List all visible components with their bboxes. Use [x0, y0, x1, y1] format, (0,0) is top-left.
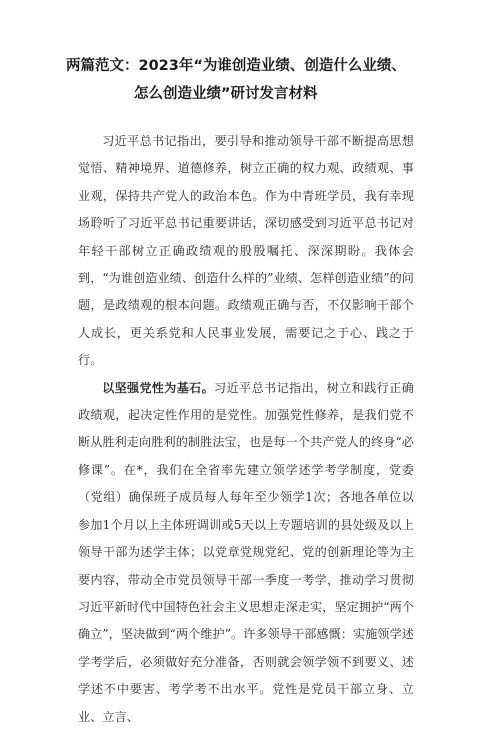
document-title [66, 52, 426, 108]
document-title-line-2: 怎么创造业绩”研讨发言材料 [134, 86, 318, 102]
document-body [78, 128, 414, 731]
document-title-line-1: 两篇范文：2023年“为谁创造业绩、创造什么业绩、 [66, 58, 406, 74]
body-paragraph-1: 习近平总书记指出，要引导和推动领导干部不断提高思想觉悟、精神境界、道德修养，树立正确的权力观、政绩观、事业观，保持共产党人的政治本色。作为中青班学员，我有幸现场聆听了习近平总书记重要讲话，深切感受到习近平总书记对年轻干部树立正确政绩观的殷殷嘱托、深深期盼。我体会到，“为谁创造业绩、创造什么样的”业绩、怎样创造业绩”的问题，是政绩观的根本问题。政绩观正确与否，不仅影响干部个人成长，更关系党和人民事业发展，需要记之于心、践之于行。 [78, 134, 414, 368]
paragraph-2-bold-lead: 以坚强党性为基石。 [102, 380, 215, 395]
body-paragraph-2 [78, 375, 414, 731]
paragraph-2-text: 习近平总书记指出，树立和践行正确政绩观，起决定性作用的是党性。加强党性修养，是我们党不断从胜利走向胜利的制胜法宝，也是每一个共产党人的终身“必修课”。在*，我们在全省率先建立领学述学考学制度，党委（党组）确保班子成员每人每年至少领学1次；各地各单位以参加1个月以上主体班调训或5天以上专题培训的县处级及以上领导干部为述学主体；以党章党规党纪、党的创新理论等为主要内容，带动全市党员领导干部一季度一考学，推动学习贯彻习近平新时代中国特色社会主义思想走深走实，坚定拥护“两个确立”，坚决做到“两个维护”。许多领导干部感慨：实施领学述学考学后，必须做好充分准备，否则就会领学领不到要义、述学述不中要害、考学考不出水平。党性是党员干部立身、立业、立言、 [78, 380, 414, 724]
